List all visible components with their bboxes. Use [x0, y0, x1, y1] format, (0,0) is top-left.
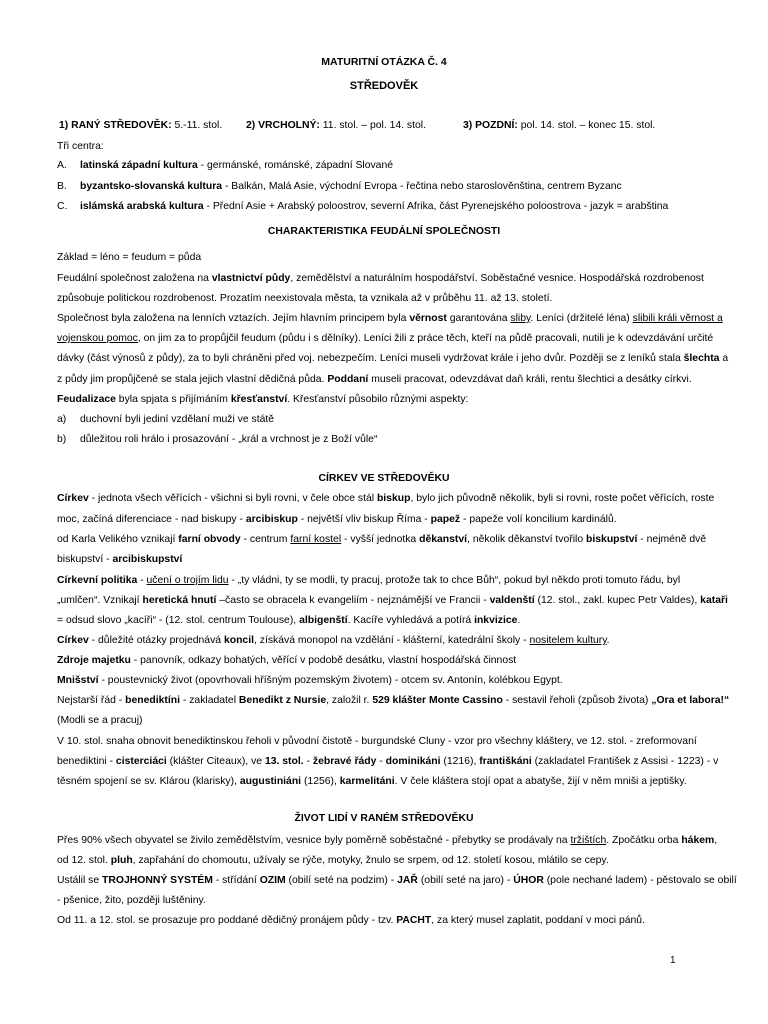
period-early: 1) RANÝ STŘEDOVĚK: 5.-11. stol. [59, 120, 223, 131]
paragraph-line: Církev - důležité otázky projednává koncil, získává monopol na vzdělání - klášterní, katedrální školy - nositelem kultury. [57, 635, 610, 646]
paragraph-line: od 12. stol. pluh, zapřahání do chomoutu, užívaly se rýče, motyky, žnulo se srpem, od 12. století kosou, mlátilo se cepy. [57, 855, 609, 866]
section-heading-life: ŽIVOT LIDÍ V RANÉM STŘEDOVĚKU [294, 813, 474, 824]
paragraph-line: dávky (část výnosů z půdy), za to byli chráněni před voj. nebezpečím. Leníci museli vydržovat krále i jeho dvůr. Později se z leníků stala šlechta a [57, 353, 729, 364]
list-letter: A. [57, 160, 67, 171]
list-item: islámská arabská kultura - Přední Asie + Arabský poloostrov, severní Afrika, část Pyrenejského poloostrova - jazyk = arabština [80, 201, 669, 212]
paragraph-line: vojenskou pomoc, on jim za to propůjčil feudum (půdu i s dělníky). Leníci žili z práce těch, kteří na půdě pracovali, nutili je k odevzdávání určité [57, 333, 714, 344]
paragraph-line: Ustálil se TROJHONNÝ SYSTÉM - střídání OZIM (obilí seté na podzim) - JAŘ (obilí seté na jaro) - ÚHOR (pole nechané ladem) - pěstovalo se obilí [57, 875, 737, 886]
period-high: 2) VRCHOLNÝ: 11. stol. – pol. 14. stol. [246, 120, 426, 131]
paragraph-line: Zdroje majetku - panovník, odkazy bohatých, věřící v podobě desátku, vlastní hospodářská činnost [57, 655, 517, 666]
paragraph-line: = odsud slovo „kacíři“ - (12. stol. centrum Toulouse), albigenští. Kacíře vyhledává a potírá inkvizice. [57, 615, 521, 626]
document-title: MATURITNÍ OTÁZKA Č. 4 [321, 56, 447, 68]
paragraph-line: benediktini - cisterciáci (klášter Citeaux), ve 13. stol. - žebravé řády - dominikáni (1216), františkáni (zakladatel František z Assisi - 1223) - v [57, 756, 719, 767]
paragraph-line: biskupství - arcibiskupství [57, 554, 183, 565]
centers-intro: Tři centra: [57, 141, 104, 152]
paragraph-line: Církev - jednota všech věřících - všichni si byli rovni, v čele obce stál biskup, bylo jich původně několik, byli si rovni, roste počet věřících, roste [57, 493, 715, 504]
paragraph-line: (Modli se a pracuj) [57, 715, 143, 726]
paragraph-line: způsobuje politickou rozdrobenost. Prozatím neexistovala města, ta vznikala až v průběhu 11. až 13. století. [57, 293, 553, 304]
paragraph-line: Feudalizace byla spjata s přijímáním křesťanství. Křesťanství působilo různými aspekty: [57, 394, 469, 405]
section-heading-church: CÍRKEV VE STŘEDOVĚKU [318, 473, 450, 484]
section-heading-feudal: CHARAKTERISTIKA FEUDÁLNÍ SPOLEČNOSTI [267, 226, 501, 237]
list-letter: B. [57, 181, 67, 192]
list-item: důležitou roli hrálo i prosazování - „král a vrchnost je z Boží vůle“ [80, 434, 378, 445]
list-letter: a) [57, 414, 67, 425]
page-number: 1 [670, 955, 676, 966]
paragraph-line: „umlčen“. Vznikají heretická hnutí –často se obracela k evangeliím - nejznámější ve Francii - valdenští (12. stol., zakl. kupec Petr Valdes), kataři [57, 595, 728, 606]
paragraph-line: těsném spojení se sv. Klárou (klarisky), augustiniáni (1256), karmelitáni. V čele kláštera stojí opat a abatyše, žijí v něm mniši a jeptišky. [57, 776, 687, 787]
paragraph-line: Společnost byla založena na lenních vztazích. Jejím hlavním principem byla věrnost garantována sliby. Leníci (držitelé léna) slibili králi věrnost a [57, 313, 723, 324]
paragraph-line: - pšenice, žito, později luštěniny. [57, 895, 206, 906]
list-item: byzantsko-slovanská kultura - Balkán, Malá Asie, východní Evropa - řečtina nebo staroslověnština, centrem Byzanc [80, 181, 622, 192]
paragraph-line: Přes 90% všech obyvatel se živilo zemědělstvím, vesnice byly poměrně soběstačné - přebytky se prodávaly na tržištích. Zpočátku orba hákem, [57, 835, 718, 846]
paragraph-line: Nejstarší řád - benediktíni - zakladatel Benedikt z Nursie, založil r. 529 klášter Monte Cassino - sestavil řeholi (způsob života) „Ora et labora!“ [57, 695, 730, 706]
document-subtitle: STŘEDOVĚK [349, 80, 419, 92]
list-item: latinská západní kultura - germánské, románské, západní Slované [80, 160, 394, 171]
paragraph-line: V 10. stol. snaha obnovit benediktinskou řeholi v původní čistotě - burgundské Cluny - vzor pro všechny kláštery, ve 12. stol. - zreformovaní [57, 736, 697, 747]
paragraph-line: Církevní politika - učení o trojím lidu - „ty vládni, ty se modli, ty pracuj, protože tak to chce Bůh“, pokud byl někdo proti tomuto řádu, byl [57, 575, 681, 586]
paragraph-line: moc, začíná diferenciace - nad biskupy - arcibiskup - největší vliv biskup Říma - papež - papeže volí koncilium kardinálů. [57, 514, 617, 525]
list-letter: b) [57, 434, 67, 445]
period-late: 3) POZDNÍ: pol. 14. stol. – konec 15. stol. [463, 120, 656, 131]
paragraph-line: od Karla Velikého vznikají farní obvody - centrum farní kostel - vyšší jednotka děkanství, několik děkanství tvořilo biskupství - nejméně dvě [57, 534, 707, 545]
paragraph-line: Od 11. a 12. stol. se prosazuje pro poddané dědičný pronájem půdy - tzv. PACHT, za který musel zaplatit, poddaní v moci pánů. [57, 915, 645, 926]
list-letter: C. [57, 201, 68, 212]
list-item: duchovní byli jediní vzdělaní muži ve státě [80, 414, 275, 425]
paragraph-line: Základ = léno = feudum = půda [57, 252, 202, 263]
paragraph-line: Mnišství - poustevnický život (opovrhovali hříšným pozemským životem) - otcem sv. Antonín, kolébkou Egypt. [57, 675, 563, 686]
paragraph-line: z půdy jim propůjčené se stala jejich vlastní dědičná půda. Poddaní museli pracovat, odevzdávat daň králi, rentu šlechtici a desátky církvi. [57, 374, 692, 385]
paragraph-line: Feudální společnost založena na vlastnictví půdy, zemědělství a naturálním hospodářství. Soběstačné vesnice. Hospodářská rozdrobenost [57, 273, 704, 284]
